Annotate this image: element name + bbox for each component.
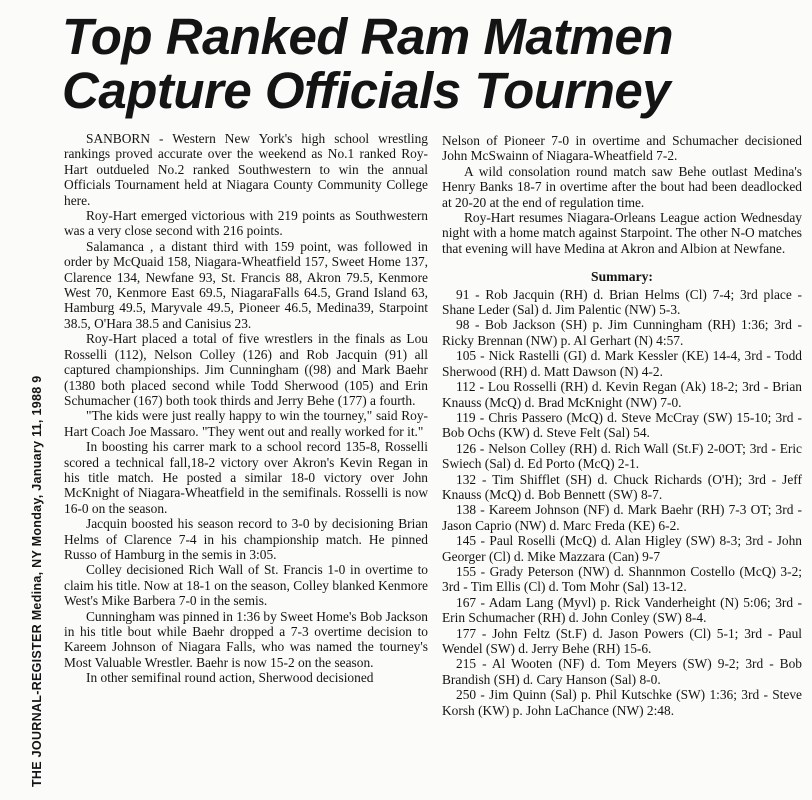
summary-heading: Summary: xyxy=(591,269,653,285)
paragraph: Salamanca , a distant third with 159 point, was followed in order by McQuaid 158, Niagara-Wheatfield 157, Sweet Home 137, Clarence 134, Newfane 93, St. Francis 88, Akron 79.5, Kenmore West 70, Kenmore East 69.5, NiagaraFalls 64.5, Grand Island 63, Hamburg 49.5, Maryvale 49.5, Pioneer 46.5, Medina39, Starpoint 38.5, O'Hara 38.5 and Canisius 23. xyxy=(64,238,428,331)
masthead-dateline: THE JOURNAL-REGISTER Medina, NY Monday, January 11, 1988 9 xyxy=(30,375,44,787)
summary-result: 138 - Kareem Johnson (NF) d. Mark Baehr (RH) 7-3 OT; 3rd - Jason Caprio (NW) d. Marc Freda (KE) 6-2. xyxy=(442,502,802,533)
summary-result: 98 - Bob Jackson (SH) p. Jim Cunningham (RH) 1:36; 3rd - Ricky Brennan (NW) p. Al Gerhart (N) 4:57. xyxy=(442,317,802,348)
summary-result: 250 - Jim Quinn (Sal) p. Phil Kutschke (SW) 1:36; 3rd - Steve Korsh (KW) p. John LaChance (NW) 2:48. xyxy=(442,687,802,718)
summary-result: 155 - Grady Peterson (NW) d. Shannmon Costello (McQ) 3-2; 3rd - Tim Ellis (Cl) d. Tom Mohr (Sal) 13-12. xyxy=(442,563,802,595)
paragraph: Roy-Hart emerged victorious with 219 points as Southwestern was a very close second with 216 points. xyxy=(64,208,428,239)
paragraph: "The kids were just really happy to win the tourney," said Roy-Hart Coach Joe Massaro. "They went out and really worked for it." xyxy=(64,408,428,439)
paragraph: Roy-Hart placed a total of five wrestlers in the finals as Lou Rosselli (112), Nelson Colley (126) and Rob Jacquin (91) all captured championships. Jim Cunningham ((98) and Mark Baehr (1380 both placed second while Todd Sherwood (105) and Erin Schumacher (167) both took thirds and Jerry Behe (177) a fourth. xyxy=(64,331,428,408)
summary-result: 132 - Tim Shifflet (SH) d. Chuck Richards (O'H); 3rd - Jeff Knauss (McQ) d. Bob Bennett (SW) 8-7. xyxy=(442,471,802,502)
headline xyxy=(62,10,802,118)
summary-result: 119 - Chris Passero (McQ) d. Steve McCray (SW) 15-10; 3rd - Bob Ochs (KW) d. Steve Felt (Sal) 54. xyxy=(442,409,802,441)
paragraph: In other semifinal round action, Sherwood decisioned xyxy=(86,670,374,686)
paragraph: Jacquin boosted his season record to 3-0 by decisioning Brian Helms of Clarence 7-4 in his championship match. He pinned Russo of Hamburg in the semis in 3:05. xyxy=(64,516,428,562)
paragraph: Nelson of Pioneer 7-0 in overtime and Schumacher decisioned John McSwainn of Niagara-Wheatfield 7-2. xyxy=(442,133,802,164)
summary-result: 145 - Paul Roselli (McQ) d. Alan Higley (SW) 8-3; 3rd - John Georger (Cl) d. Mike Mazzara (Can) 9-7 xyxy=(442,533,802,564)
article-column-left xyxy=(64,131,428,686)
summary-result: 91 - Rob Jacquin (RH) d. Brian Helms (Cl) 7-4; 3rd place - Shane Leder (Sal) d. Jim Palentic (NW) 5-3. xyxy=(442,286,802,318)
summary-result: 167 - Adam Lang (Myvl) p. Rick Vanderheight (N) 5:06; 3rd - Erin Schumacher (RH) d. John Conley (SW) 8-4. xyxy=(442,594,802,626)
paragraph: SANBORN - Western New York's high school wrestling rankings proved accurate over the weekend as No.1 ranked Roy-Hart outdueled No.2 ranked Southwestern to win the annual Officials Tournament held at Niagara County Community College here. xyxy=(64,131,428,208)
paragraph: Cunningham was pinned in 1:36 by Sweet Home's Bob Jackson in his title bout while Baehr dropped a 7-3 overtime decision to Kareem Johnson of Niagara Falls, who was named the tourney's Most Valuable Wrestler. Baehr is now 15-2 on the season. xyxy=(64,608,428,670)
paragraph: Roy-Hart resumes Niagara-Orleans League action Wednesday night with a home match against Starpoint. The other N-O matches that evening will have Medina at Akron and Albion at Newfane. xyxy=(442,210,802,256)
summary-result: 105 - Nick Rastelli (GI) d. Mark Kessler (KE) 14-4, 3rd - Todd Sherwood (RH) d. Matt Dawson (N) 4-2. xyxy=(442,348,802,379)
paragraph: Colley decisioned Rich Wall of St. Francis 1-0 in overtime to claim his title. Now at 18-1 on the season, Colley blanked Kenmore West's Mike Barbera 7-0 in the semis. xyxy=(64,562,428,609)
headline-line-2: Capture Officials Tourney xyxy=(62,62,671,119)
article-column-right xyxy=(442,133,802,718)
summary-result: 177 - John Feltz (St.F) d. Jason Powers (Cl) 5-1; 3rd - Paul Wendel (SW) d. Jerry Behe (RH) 15-6. xyxy=(442,625,802,656)
paragraph: In boosting his carrer mark to a school record 135-8, Rosselli scored a technical fall,18-2 victory over Akron's Kevin Regan in his title match. He posted a similar 18-0 victory over John McKnight of Niagara-Wheatfield in the semifinals. Rosselli is now 16-0 on the season. xyxy=(64,439,428,516)
summary-result: 126 - Nelson Colley (RH) d. Rich Wall (St.F) 2-0OT; 3rd - Eric Swiech (Sal) d. Ed Porto (McQ) 2-1. xyxy=(442,440,802,472)
headline-line-1: Top Ranked Ram Matmen xyxy=(62,8,674,65)
summary-result: 112 - Lou Rosselli (RH) d. Kevin Regan (Ak) 18-2; 3rd - Brian Knauss (McQ) d. Brad McKnight (NW) 7-0. xyxy=(442,379,802,410)
paragraph: A wild consolation round match saw Behe outlast Medina's Henry Banks 18-7 in overtime after the bout had been deadlocked at 20-20 at the end of regulation time. xyxy=(442,163,802,210)
page-spine xyxy=(10,12,50,794)
summary-result: 215 - Al Wooten (NF) d. Tom Meyers (SW) 9-2; 3rd - Bob Brandish (SH) d. Cary Hanson (Sal) 8-0. xyxy=(442,656,802,687)
